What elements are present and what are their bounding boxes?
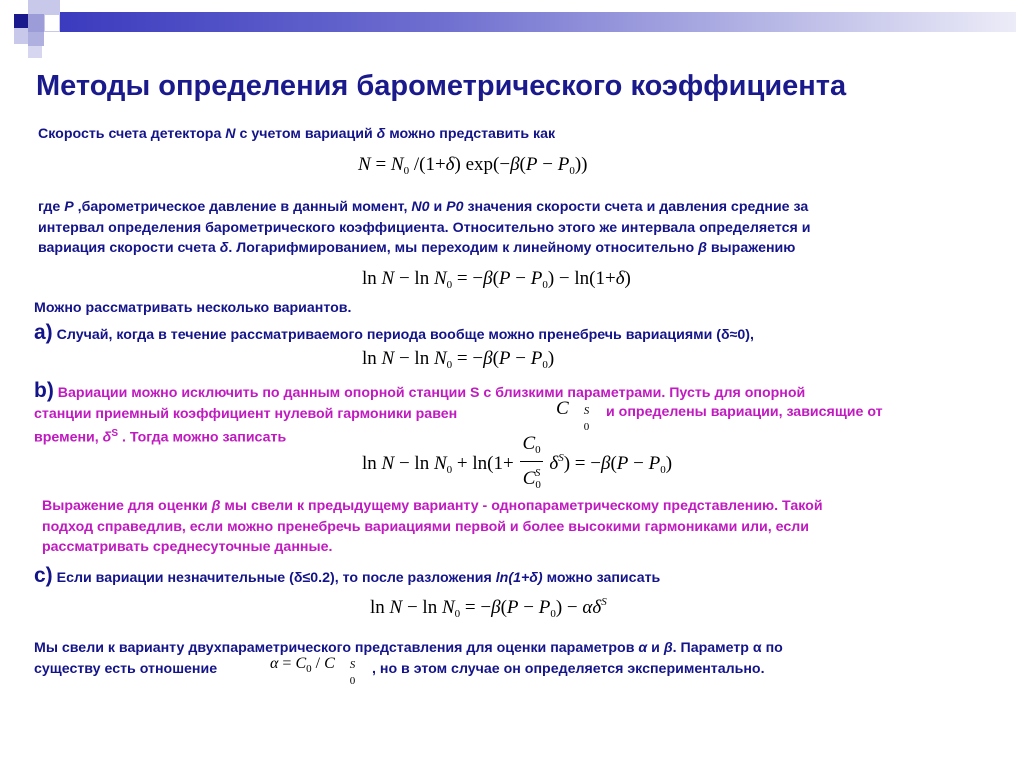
variants-intro: Можно рассматривать несколько вариантов. <box>34 300 352 316</box>
final-line2-tail: , но в этом случае он определяется экспериментально. <box>372 660 765 677</box>
formula-count-rate: $N = N_0$ /(1+δ) $\exp(-\beta(P - P_0))$ <box>358 154 588 177</box>
variant-c-label: c) <box>34 564 53 587</box>
variant-a-label: a) <box>34 321 53 344</box>
intro-paragraph: Скорость счета детектора N с учетом вариаций δ можно представить как <box>38 126 556 142</box>
page-title: Методы определения барометрического коэффициента <box>36 70 847 102</box>
variant-a: a) Случай, когда в течение рассматриваемого периода вообще можно пренебречь вариациями (δ≈0), <box>34 321 754 344</box>
variant-c: c) Если вариации незначительные (δ≤0.2), то после разложения ln(1+δ) можно записать <box>34 564 661 587</box>
formula-c0s-inline: C S 0 <box>556 398 590 433</box>
definition-paragraph: где P ,барометрическое давление в данный момент, N0 и P0 значения скорости счета и давления средние за интервал определения барометрического коэффициента. Относительно этого же интервала определяется и вариация скорости счета δ. Логарифмированием, мы переходим к линейному относительно β выражению <box>38 199 811 256</box>
variant-b-label: b) <box>34 379 54 402</box>
note-paragraph: Выражение для оценки β мы свели к предыдущему варианту - однопараметрическому представлению. Такой подход справедлив, если можно пренебречь вариациями первой и более высокими гармониками или, если рассматривать среднесуточные данные. <box>42 498 823 555</box>
variant-b: b) Вариации можно исключить по данным опорной станции S с близкими параметрами. Пусть для опорной станции приемный коэффициент нулевой гармоники равен времени, $\delta^S$ . Тогда можно записать <box>34 379 806 446</box>
formula-alpha-ratio: $\alpha = C_0 / C$ S 0 <box>270 655 356 687</box>
formula-log-linear: $\ln N - \ln N_0 = -\beta(P - P_0) - \ln(1+\delta)$ <box>362 268 631 291</box>
formula-variant-a: $\ln N - \ln N_0 = -\beta(P - P_0)$ <box>362 348 555 371</box>
final-paragraph: Мы свели к варианту двухпараметрического представления для оценки параметров α и β. Параметр α по существу есть отношение <box>34 640 783 677</box>
header-gradient-bar <box>60 12 1016 32</box>
formula-variant-b: $\ln N - \ln N_0 + \ln(1+$ $\frac{C_0}{C_0^S}$ $\delta^S) = -\beta(P - P_0)$ <box>362 433 673 491</box>
formula-variant-c: $\ln N - \ln N_0 = -\beta(P - P_0) - \alpha\delta^S$ <box>370 596 607 620</box>
variant-b-line2-tail: и определены вариации, зависящие от <box>606 403 883 420</box>
